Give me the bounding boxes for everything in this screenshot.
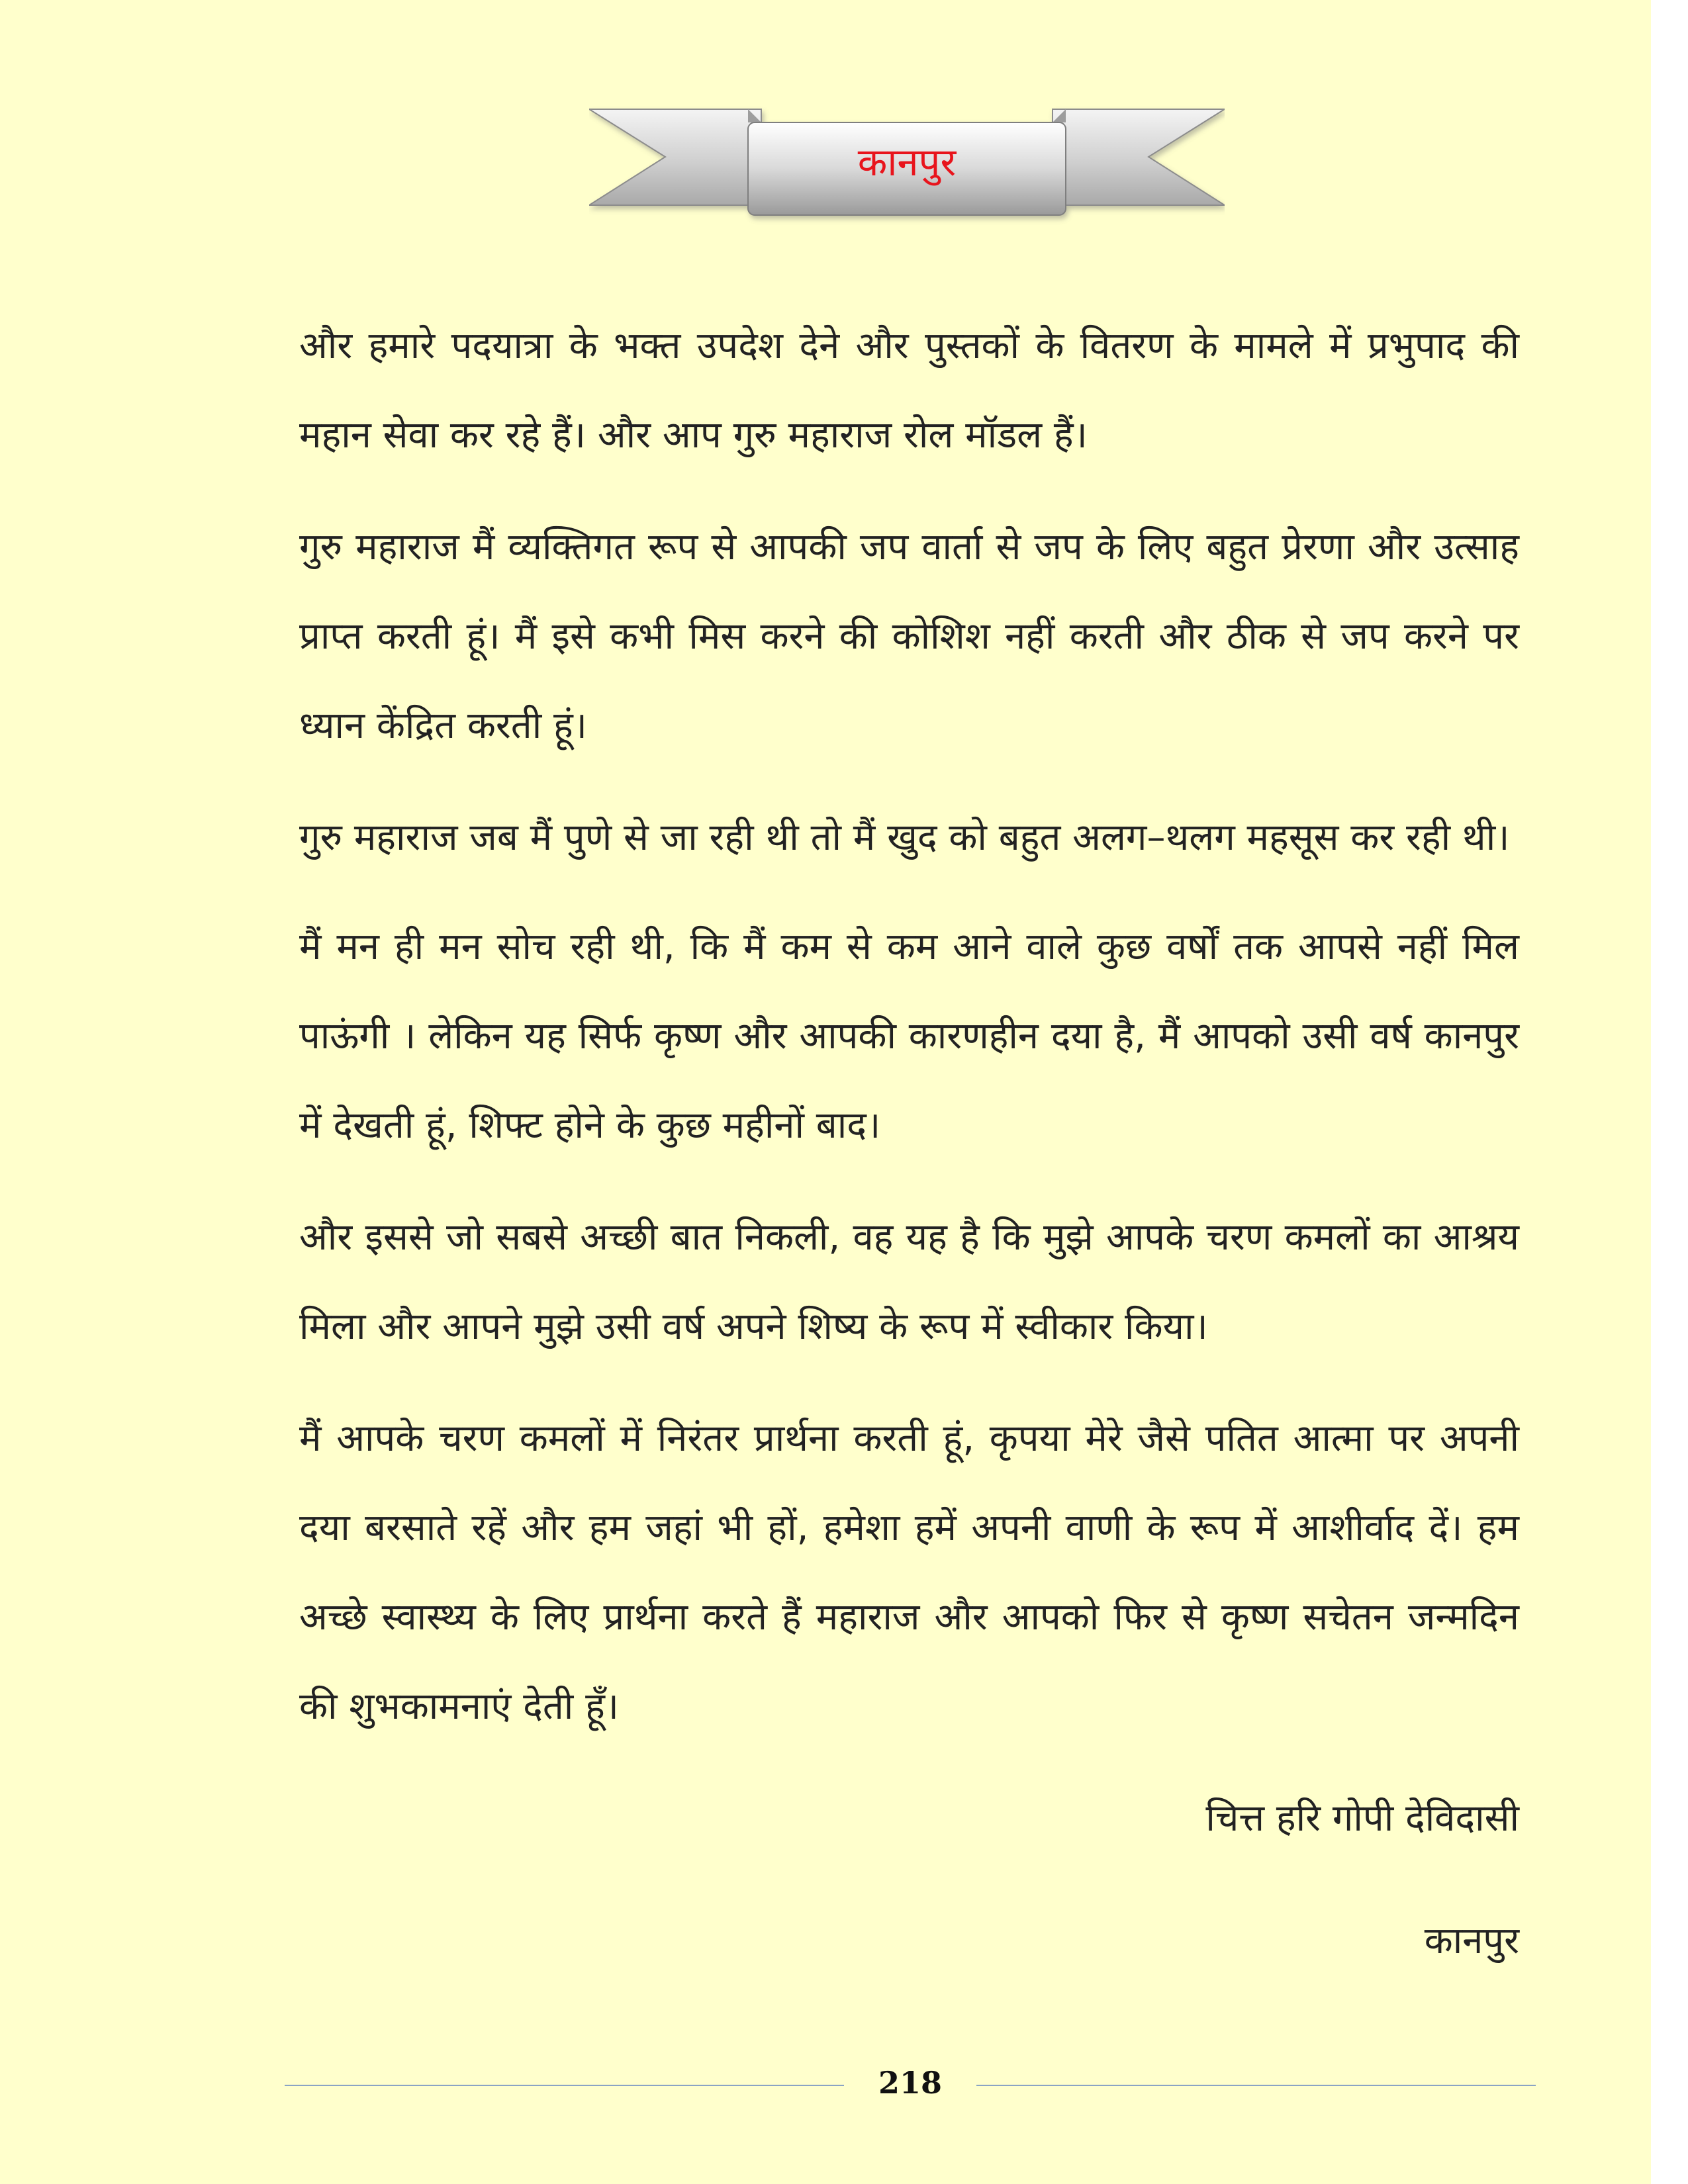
signature-name: चित्त हरि गोपी देविदासी [1205, 1797, 1519, 1840]
page-number: 218 [878, 2065, 943, 2101]
paragraph: गुरु महाराज मैं व्यक्तिगत रूप से आपकी जप वार्ता से जप के लिए बहुत प्रेरणा और उत्साह प्राप्त करती हूं। मैं इसे कभी मिस करने की कोशिश नहीं करती और ठीक से जप करने पर ध्यान केंद्रित करती हूं। [299, 525, 1519, 747]
footer-divider-left [285, 2085, 844, 2086]
paragraph: गुरु महाराज जब मैं पुणे से जा रही थी तो मैं खुद को बहुत अलग–थलग महसूस कर रही थी। [299, 816, 1510, 859]
page-edge-strip [1651, 0, 1688, 2184]
letter-body [299, 301, 1519, 1985]
banner-title: कानपुर [857, 140, 957, 185]
paragraph: और इससे जो सबसे अच्छी बात निकली, वह यह है कि मुझे आपके चरण कमलों का आश्रय मिला और आपने मुझे उसी वर्ष अपने शिष्य के रूप में स्वीकार किया। [299, 1216, 1519, 1348]
footer-divider-right [976, 2085, 1536, 2086]
paragraph: मैं मन ही मन सोच रही थी, कि मैं कम से कम आने वाले कुछ वर्षों तक आपसे नहीं मिल पाऊंगी । लेकिन यह सिर्फ कृष्ण और आपकी कारणहीन दया है, मैं आपको उसी वर्ष कानपुर में देखती हूं, शिफ्ट होने के कुछ महीनों बाद। [299, 925, 1519, 1147]
page-footer [285, 2065, 1536, 2105]
paragraph: और हमारे पदयात्रा के भक्त उपदेश देने और पुस्तकों के वितरण के मामले में प्रभुपाद की महान सेवा कर रहे हैं। और आप गुरु महाराज रोल मॉडल हैं। [299, 324, 1519, 457]
paragraph: मैं आपके चरण कमलों में निरंतर प्रार्थना करती हूं, कृपया मेरे जैसे पतित आत्मा पर अपनी दया बरसाते रहें और हम जहां भी हों, हमेशा हमें अपनी वाणी के रूप में आशीर्वाद दें। हम अच्छे स्वास्थ्य के लिए प्रार्थना करते हैं महाराज और आपको फिर से कृष्ण सचेतन जन्मदिन की शुभकामनाएं देती हूँ। [299, 1417, 1519, 1728]
signature-place: कानपुर [1424, 1919, 1519, 1962]
title-banner [589, 103, 1225, 225]
